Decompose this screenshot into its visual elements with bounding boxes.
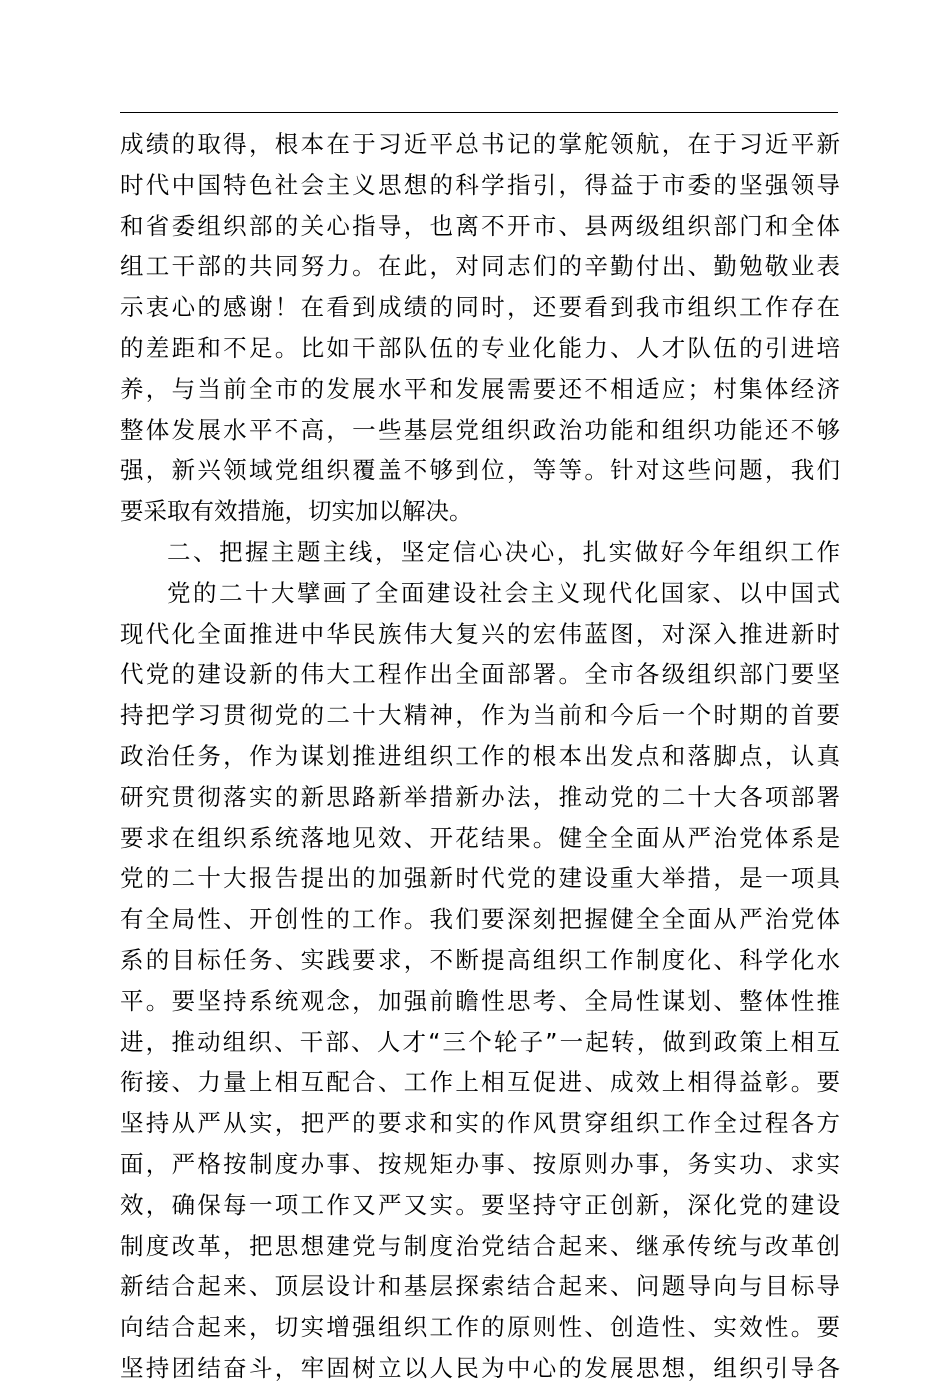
text-line: 组工干部的共同努力。在此，对同志们的辛勤付出、勤勉敬业表	[120, 252, 840, 281]
text-line: 政治任务，作为谋划推进组织工作的根本出发点和落脚点，认真	[120, 741, 840, 770]
text-line: 系的目标任务、实践要求，不断提高组织工作制度化、科学化水	[120, 945, 840, 974]
text-line: 新结合起来、顶层设计和基层探索结合起来、问题导向与目标导	[120, 1272, 840, 1301]
text-line: 效，确保每一项工作又严又实。要坚持守正创新，深化党的建设	[120, 1190, 840, 1219]
text-line: 进，推动组织、干部、人才“三个轮子”一起转，做到政策上相互	[120, 1027, 840, 1056]
section-heading: 二、把握主题主线，坚定信心决心，扎实做好今年组织工作	[167, 537, 840, 566]
text-line: 面，严格按制度办事、按规矩办事、按原则办事，务实功、求实	[120, 1149, 840, 1178]
text-line: 强，新兴领域党组织覆盖不够到位，等等。针对这些问题，我们	[120, 456, 840, 485]
text-line: 成绩的取得，根本在于习近平总书记的掌舵领航，在于习近平新	[120, 130, 840, 158]
text-line: 党的二十大报告提出的加强新时代党的建设重大举措，是一项具	[120, 864, 840, 893]
text-line: 代党的建设新的伟大工程作出全面部署。全市各级组织部门要坚	[120, 660, 840, 689]
text-line: 要求在组织系统落地见效、开花结果。健全全面从严治党体系是	[120, 823, 840, 852]
text-line: 平。要坚持系统观念，加强前瞻性思考、全局性谋划、整体性推	[120, 986, 840, 1015]
text-line: 衔接、力量上相互配合、工作上相互促进、成效上相得益彰。要	[120, 1068, 840, 1097]
text-line: 有全局性、开创性的工作。我们要深刻把握健全全面从严治党体	[120, 905, 840, 934]
text-line: 持把学习贯彻党的二十大精神，作为当前和今后一个时期的首要	[120, 701, 840, 730]
text-line: 示衷心的感谢！在看到成绩的同时，还要看到我市组织工作存在	[120, 293, 840, 322]
text-line: 养，与当前全市的发展水平和发展需要还不相适应；村集体经济	[120, 374, 840, 403]
text-line: 党的二十大擘画了全面建设社会主义现代化国家、以中国式	[167, 578, 840, 607]
body-text	[120, 124, 840, 1389]
text-line: 现代化全面推进中华民族伟大复兴的宏伟蓝图，对深入推进新时	[120, 619, 840, 648]
text-line: 研究贯彻落实的新思路新举措新办法，推动党的二十大各项部署	[120, 782, 840, 811]
text-line: 坚持团结奋斗，牢固树立以人民为中心的发展思想，组织引导各	[120, 1353, 840, 1382]
text-line: 整体发展水平不高，一些基层党组织政治功能和组织功能还不够	[120, 415, 840, 444]
header-rule	[120, 112, 838, 113]
text-line: 向结合起来，切实增强组织工作的原则性、创造性、实效性。要	[120, 1313, 840, 1342]
text-line: 坚持从严从实，把严的要求和实的作风贯穿组织工作全过程各方	[120, 1109, 840, 1138]
text-line: 制度改革，把思想建党与制度治党结合起来、继承传统与改革创	[120, 1231, 840, 1260]
text-line: 的差距和不足。比如干部队伍的专业化能力、人才队伍的引进培	[120, 333, 840, 362]
text-line: 和省委组织部的关心指导，也离不开市、县两级组织部门和全体	[120, 211, 840, 240]
text-line: 要采取有效措施，切实加以解决。	[120, 497, 473, 526]
text-line: 时代中国特色社会主义思想的科学指引，得益于市委的坚强领导	[120, 170, 840, 199]
